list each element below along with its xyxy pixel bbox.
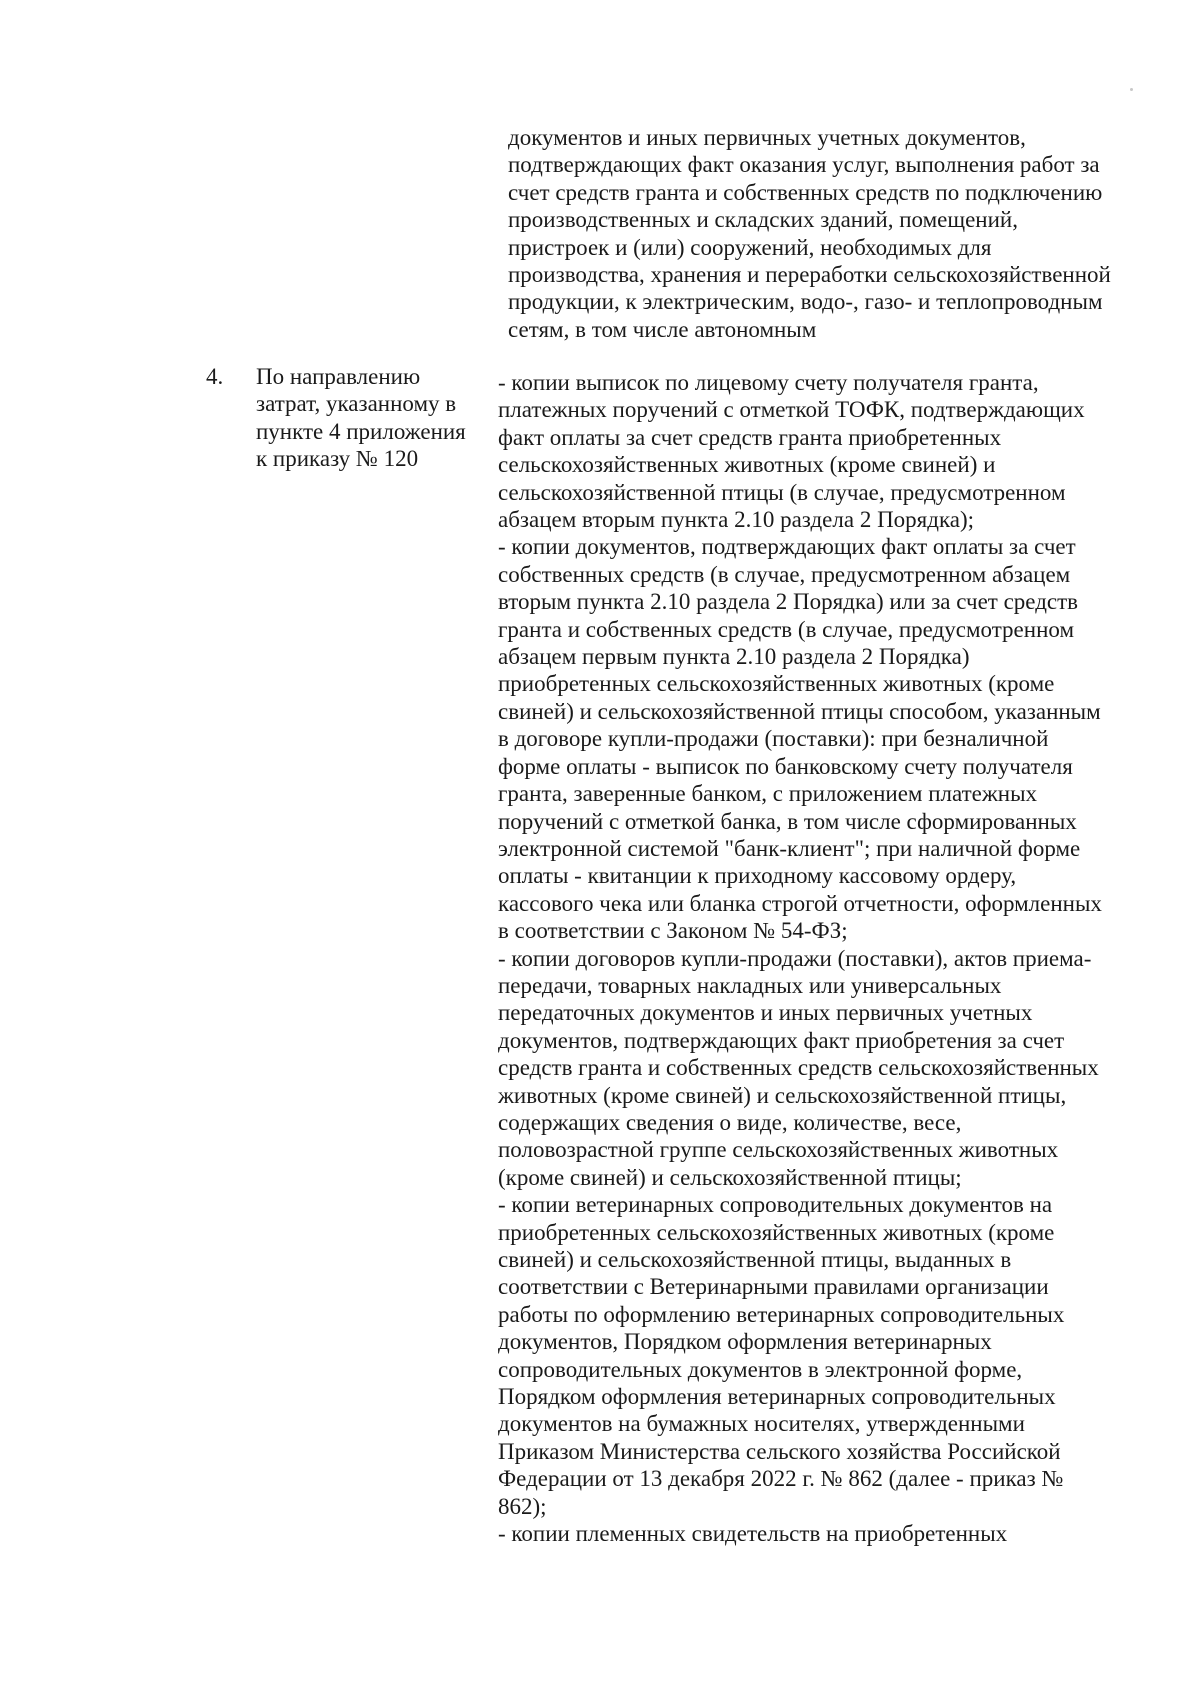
text-line: кассового чека или бланка строгой отчетности, оформленных [498,890,1102,916]
text-line: абзацем вторым пункта 2.10 раздела 2 Порядка); [498,507,975,533]
text-line: производства, хранения и переработки сельскохозяйственной [508,262,1111,288]
text-line: к приказу № 120 [256,446,419,472]
text-line: документов, подтверждающих факт приобретения за счет [498,1027,1065,1053]
text-line: в соответствии с Законом № 54-ФЗ; [498,918,848,944]
text-line: Приказом Министерства сельского хозяйства Российской [498,1438,1061,1464]
text-line: платежных поручений с отметкой ТОФК, подтверждающих [498,397,1085,423]
text-line: (кроме свиней) и сельскохозяйственной птицы; [498,1164,962,1190]
text-line: документов на бумажных носителях, утвержденными [498,1411,1025,1437]
text-line: 862); [498,1493,547,1519]
text-line: работы по оформлению ветеринарных сопроводительных [498,1301,1065,1327]
text-line: По направлению [256,364,421,389]
text-line: - копии ветеринарных сопроводительных документов на [498,1192,1053,1218]
text-line: приобретенных сельскохозяйственных животных (кроме [498,671,1055,697]
expense-direction-cell [256,363,466,473]
continuation-cell-text [508,124,1111,343]
text-line: гранта и собственных средств (в случае, предусмотренном [498,616,1074,642]
text-line: форме оплаты - выписок по банковскому счету получателя [498,753,1073,779]
text-line: электронной системой "банк-клиент"; при наличной форме [498,835,1081,861]
text-line: средств гранта и собственных средств сельскохозяйственных [498,1055,1099,1081]
text-line: подтверждающих факт оказания услуг, выполнения работ за [508,152,1100,178]
text-line: счет средств гранта и собственных средств по подключению [508,179,1103,205]
text-line: производственных и складских зданий, помещений, [508,207,1018,233]
text-line: животных (кроме свиней) и сельскохозяйственной птицы, [498,1082,1067,1108]
text-line: пристроек и (или) сооружений, необходимых для [508,234,992,260]
documents-list-cell [498,369,1102,1547]
text-line: затрат, указанному в [256,391,457,417]
text-line: факт оплаты за счет средств гранта приобретенных [498,424,1002,450]
text-line: содержащих сведения о виде, количестве, весе, [498,1109,962,1135]
text-line: документов и иных первичных учетных документов, [508,125,1026,150]
text-line: оплаты - квитанции к приходному кассовому ордеру, [498,863,1017,889]
text-line: свиней) и сельскохозяйственной птицы способом, указанным [498,698,1101,724]
text-line: поручений с отметкой банка, в том числе сформированных [498,808,1077,834]
text-line: - копии документов, подтверждающих факт оплаты за счет [498,534,1076,560]
text-line: передаточных документов и иных первичных учетных [498,1000,1033,1026]
row-number-text: 4. [206,364,224,389]
text-line: приобретенных сельскохозяйственных животных (кроме [498,1219,1055,1245]
text-line: - копии договоров купли-продажи (поставки), актов приема- [498,945,1092,971]
text-line: сопроводительных документов в электронной форме, [498,1356,1023,1382]
row-number [206,363,223,390]
text-line: передачи, товарных накладных или универсальных [498,972,1002,998]
text-line: половозрастной группе сельскохозяйственных животных [498,1137,1059,1163]
text-line: Федерации от 13 декабря 2022 г. № 862 (далее - приказ № [498,1466,1064,1492]
text-line: - копии племенных свидетельств на приобретенных [498,1521,1008,1547]
text-line: вторым пункта 2.10 раздела 2 Порядка) или за счет средств [498,589,1079,615]
text-line: в договоре купли-продажи (поставки): при безналичной [498,726,1049,752]
text-line: сетям, в том числе автономным [508,316,817,342]
text-line: гранта, заверенные банком, с приложением платежных [498,781,1038,807]
scan-speck [1130,88,1133,91]
text-line: - копии выписок по лицевому счету получателя гранта, [498,370,1039,395]
text-line: пункте 4 приложения [256,418,466,444]
text-line: документов, Порядком оформления ветеринарных [498,1329,992,1355]
text-line: сельскохозяйственных животных (кроме свиней) и [498,452,996,478]
text-line: свиней) и сельскохозяйственной птицы, выданных в [498,1247,1012,1272]
text-line: собственных средств (в случае, предусмотренном абзацем [498,561,1071,587]
text-line: продукции, к электрическим, водо-, газо- и теплопроводным [508,289,1103,315]
text-line: абзацем первым пункта 2.10 раздела 2 Порядка) [498,644,970,670]
text-line: Порядком оформления ветеринарных сопроводительных [498,1384,1056,1410]
text-line: соответствии с Ветеринарными правилами организации [498,1274,1049,1300]
text-line: сельскохозяйственной птицы (в случае, предусмотренном [498,479,1066,505]
